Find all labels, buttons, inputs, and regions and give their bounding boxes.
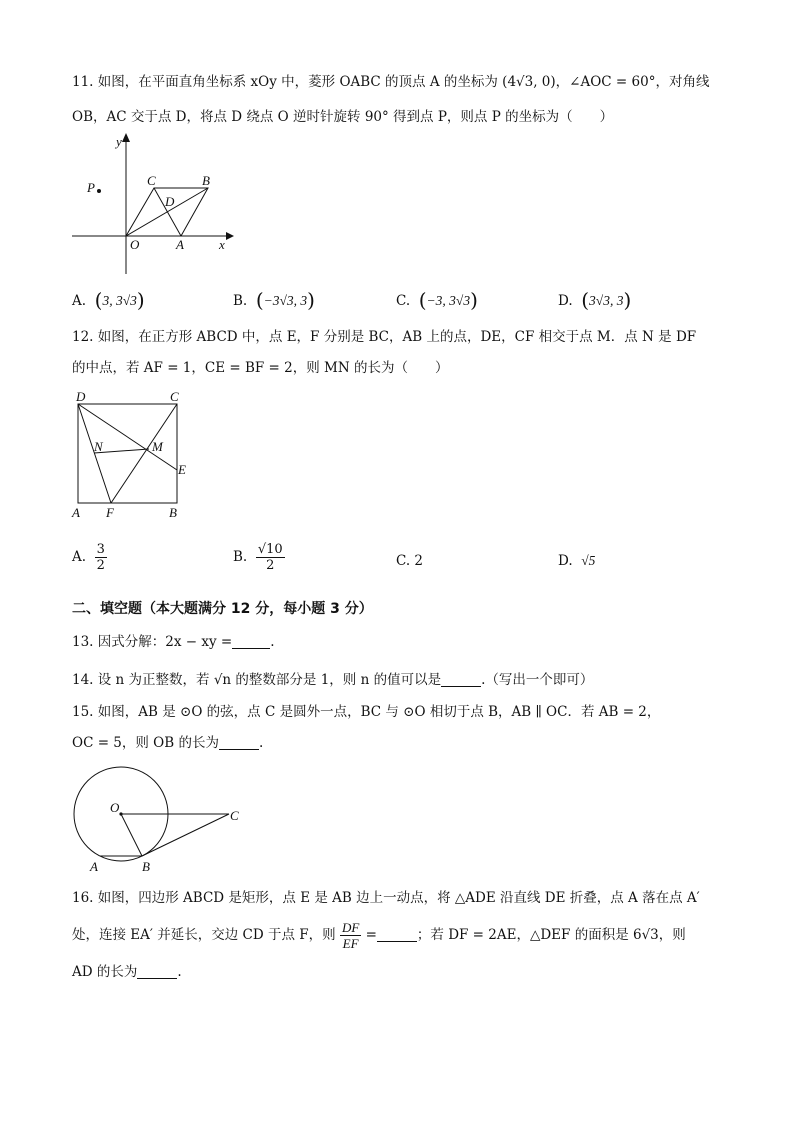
q12-line2: 的中点，若 AF = 1，CE = BF = 2，则 MN 的长为（ ） xyxy=(72,360,449,376)
q16-line3: AD 的长为 . xyxy=(72,964,182,980)
q12-option-a: A. $\frac{3}{2}$ xyxy=(72,542,105,573)
q11-line1: 11. 如图，在平面直角坐标系 xOy 中，菱形 OABC 的顶点 A 的坐标为 (4√3, 0)，∠AOC = 60°，对角线 xyxy=(72,74,710,90)
label-C: C xyxy=(230,808,239,823)
label-C: C xyxy=(147,173,156,188)
q16-line2: 处，连接 EA′ 并延长，交边 CD 于点 F，则 $\frac{DF}{EF}$ = ；若 DF = 2AE，△DEF 的面积是 6√3，则 xyxy=(72,920,686,951)
q15-line2: OC = 5，则 OB 的长为 . xyxy=(72,735,264,751)
label-D: D xyxy=(76,389,86,404)
label-A: A xyxy=(176,237,184,252)
segment-CF xyxy=(111,404,177,503)
point-P-dot xyxy=(97,189,101,193)
q11-line2: OB，AC 交于点 D，将点 D 绕点 O 逆时针旋转 90° 得到点 P，则点 P 的坐标为（ ） xyxy=(72,109,614,125)
tangent-BC xyxy=(142,814,229,856)
q16-line1: 16. 如图，四边形 ABCD 是矩形，点 E 是 AB 边上一动点，将 △ADE 沿直线 DE 折叠，点 A 落在点 A′ xyxy=(72,890,700,906)
label-B: B xyxy=(169,505,177,520)
label-M: M xyxy=(152,439,163,454)
q16-answer-blank-1[interactable] xyxy=(377,927,417,942)
label-A: A xyxy=(72,505,80,520)
q11-option-c: C. (−3, 3√3) xyxy=(396,288,478,312)
label-O: O xyxy=(110,800,120,815)
q11-option-a: A. (3, 3√3) xyxy=(72,288,145,312)
label-N: N xyxy=(94,439,103,454)
q11-option-d: D. (3√3, 3) xyxy=(558,288,632,312)
label-B: B xyxy=(202,173,210,188)
q12-option-b: B. $\frac{√10}{2}$ xyxy=(233,542,283,573)
label-E: E xyxy=(178,462,186,477)
q12-figure xyxy=(66,386,196,522)
q15-line1: 15. 如图，AB 是 ⊙O 的弦，点 C 是圆外一点，BC 与 ⊙O 相切于点 B，AB ∥ OC．若 AB = 2， xyxy=(72,704,661,720)
radius-OB xyxy=(121,814,142,856)
label-x: x xyxy=(219,237,225,252)
label-A: A xyxy=(90,859,98,874)
q11-figure xyxy=(68,128,248,278)
q14-line: 14. 设 n 为正整数，若 √n 的整数部分是 1，则 n 的值可以是 .（写出一个即可） xyxy=(72,672,594,688)
section-heading: 二、填空题（本大题满分 12 分，每小题 3 分） xyxy=(72,601,373,617)
q16-fraction: $\frac{DF}{EF}$ xyxy=(341,920,360,951)
q15-answer-blank[interactable] xyxy=(219,735,259,750)
label-P: P xyxy=(87,180,95,195)
q12-line1: 12. 如图，在正方形 ABCD 中，点 E，F 分别是 BC，AB 上的点，DE，CF 相交于点 M．点 N 是 DF xyxy=(72,329,697,345)
q16-answer-blank-2[interactable] xyxy=(137,964,177,979)
x-axis-arrow xyxy=(226,232,234,240)
label-C: C xyxy=(170,389,179,404)
segment-DE xyxy=(78,404,177,470)
q13-line: 13. 因式分解：2x − xy = . xyxy=(72,634,275,650)
q14-answer-blank[interactable] xyxy=(441,672,481,687)
q12-option-c: C. 2 xyxy=(396,553,424,569)
label-F: F xyxy=(106,505,114,520)
label-B: B xyxy=(142,859,150,874)
label-y: y xyxy=(116,134,122,149)
q13-answer-blank[interactable] xyxy=(232,634,270,649)
y-axis-arrow xyxy=(122,133,130,142)
q11-option-b: B. (−3√3, 3) xyxy=(233,288,315,312)
q15-figure xyxy=(66,762,256,880)
label-O: O xyxy=(130,237,140,252)
q12-option-d: D. √5 xyxy=(558,553,596,569)
label-D: D xyxy=(165,194,175,209)
